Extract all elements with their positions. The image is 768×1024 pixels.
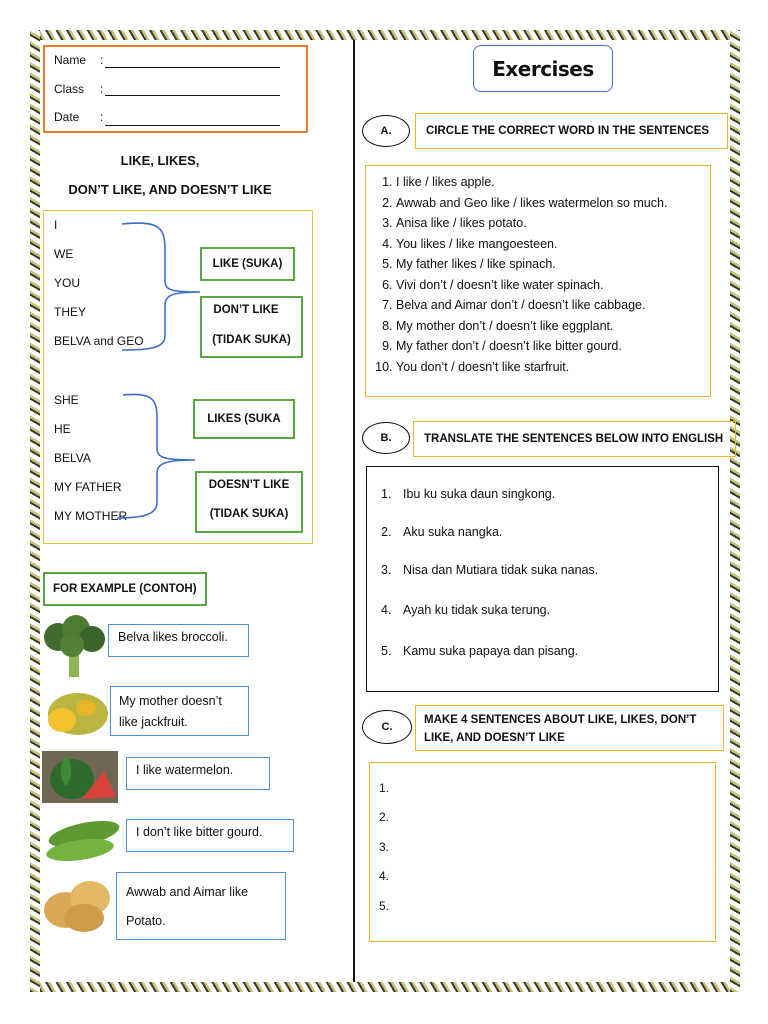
column-divider bbox=[353, 40, 355, 982]
section-b-item-2: 2. Aku suka nangka. bbox=[381, 525, 503, 539]
section-a-item-5: 5. My father likes / like spinach. bbox=[396, 254, 702, 275]
section-a-item-2: 2. Awwab and Geo like / likes watermelon so much. bbox=[396, 193, 702, 214]
example-title: FOR EXAMPLE (CONTOH) bbox=[43, 572, 207, 606]
pronoun-i: I bbox=[54, 218, 58, 232]
section-c-answer-box bbox=[369, 762, 716, 942]
exercises-title: Exercises bbox=[492, 56, 594, 81]
section-b-marker: B. bbox=[362, 422, 410, 454]
example-text-5b: Potato. bbox=[126, 914, 166, 928]
example-text-2b: like jackfruit. bbox=[119, 715, 188, 729]
decorative-border-right bbox=[730, 30, 740, 992]
potato-image bbox=[42, 872, 114, 934]
likes-suka-box: LIKES (SUKA bbox=[193, 399, 295, 439]
student-info-box: Name : Class : Date : bbox=[43, 45, 308, 133]
pronoun-they: THEY bbox=[54, 305, 87, 319]
bitter-gourd-image bbox=[42, 812, 122, 868]
example-box-1 bbox=[108, 624, 249, 657]
example-text-3: I like watermelon. bbox=[136, 763, 234, 777]
brace-group2 bbox=[115, 392, 200, 522]
section-c-instruction-line1: MAKE 4 SENTENCES ABOUT LIKE, LIKES, DON’T bbox=[424, 714, 697, 726]
decorative-border-left bbox=[30, 30, 40, 992]
name-field[interactable] bbox=[105, 67, 280, 68]
decorative-border-top bbox=[30, 30, 740, 40]
pronoun-you: YOU bbox=[54, 276, 81, 290]
section-b-item-4: 4. Ayah ku tidak suka terung. bbox=[381, 603, 551, 617]
pronoun-she: SHE bbox=[54, 393, 79, 407]
section-b-item-3: 3. Nisa dan Mutiara tidak suka nanas. bbox=[381, 563, 599, 577]
watermelon-image bbox=[42, 751, 118, 803]
section-c-line-3[interactable]: 3. bbox=[379, 840, 390, 854]
like-suka-box: LIKE (SUKA) bbox=[200, 247, 295, 281]
section-a-instruction: CIRCLE THE CORRECT WORD IN THE SENTENCES bbox=[415, 113, 728, 149]
example-text-5a: Awwab and Aimar like bbox=[126, 885, 249, 899]
section-a-item-3: 3. Anisa like / likes potato. bbox=[396, 213, 702, 234]
section-a-list-box bbox=[365, 165, 711, 397]
section-a-marker: A. bbox=[362, 115, 410, 147]
jackfruit-image bbox=[42, 688, 110, 740]
pronoun-my-father: MY FATHER bbox=[54, 480, 122, 494]
example-box-3 bbox=[126, 757, 270, 790]
section-c-line-4[interactable]: 4. bbox=[379, 869, 390, 883]
doesnt-like-label: DOESN’T LIKE bbox=[208, 479, 290, 491]
pronoun-my-mother: MY MOTHER bbox=[54, 509, 128, 523]
section-c-line-2[interactable]: 2. bbox=[379, 810, 390, 824]
pronoun-belva-and-geo: BELVA and GEO bbox=[54, 334, 144, 348]
dont-like-box bbox=[200, 296, 303, 358]
date-label: Date bbox=[54, 110, 80, 124]
example-text-1: Belva likes broccoli. bbox=[118, 630, 228, 644]
section-c-line-1[interactable]: 1. bbox=[379, 781, 390, 795]
section-a-item-8: 8. My mother don’t / doesn’t like eggplant. bbox=[396, 316, 702, 337]
tidak-suka-label: (TIDAK SUKA) bbox=[212, 334, 291, 346]
class-field[interactable] bbox=[105, 95, 280, 96]
pronoun-we: WE bbox=[54, 247, 74, 261]
section-c-marker: C. bbox=[362, 710, 412, 744]
example-box-5 bbox=[116, 872, 286, 940]
section-a-item-10: 10. You don’t / doesn’t like starfruit. bbox=[396, 357, 702, 378]
pronoun-belva: BELVA bbox=[54, 451, 91, 465]
section-a-item-1: 1. I like / likes apple. bbox=[396, 172, 702, 193]
brace-group1 bbox=[120, 220, 205, 355]
example-text-4: I don’t like bitter gourd. bbox=[136, 825, 263, 839]
section-c-instruction bbox=[415, 705, 724, 751]
section-c-line-5[interactable]: 5. bbox=[379, 899, 390, 913]
example-box-4 bbox=[126, 819, 294, 852]
section-b-item-1: 1. Ibu ku suka daun singkong. bbox=[381, 487, 556, 501]
name-label: Name bbox=[54, 53, 87, 67]
section-a-item-9: 9. My father don’t / doesn’t like bitter gourd. bbox=[396, 336, 702, 357]
doesnt-like-box bbox=[195, 471, 303, 533]
date-field[interactable] bbox=[105, 125, 280, 126]
section-c-instruction-line2: LIKE, AND DOESN’T LIKE bbox=[424, 732, 565, 744]
section-a-item-4: 4. You likes / like mangoesteen. bbox=[396, 234, 702, 255]
pronoun-he: HE bbox=[54, 422, 71, 436]
class-label: Class bbox=[54, 82, 85, 96]
section-a-item-6: 6. Vivi don’t / doesn’t like water spinach. bbox=[396, 275, 702, 296]
section-b-item-5: 5. Kamu suka papaya dan pisang. bbox=[381, 644, 579, 658]
broccoli-image bbox=[42, 615, 108, 679]
exercises-title-box bbox=[473, 45, 613, 92]
section-a-list bbox=[374, 172, 702, 377]
grammar-title-line1: LIKE, LIKES, bbox=[120, 153, 200, 168]
tidak-suka-label-2: (TIDAK SUKA) bbox=[209, 508, 289, 520]
section-b-list-box bbox=[366, 466, 719, 692]
decorative-border-bottom bbox=[30, 982, 740, 992]
example-text-2a: My mother doesn’t bbox=[119, 694, 222, 708]
dont-like-label: DON’T LIKE bbox=[213, 304, 279, 316]
example-box-2 bbox=[110, 686, 249, 736]
section-b-instruction: TRANSLATE THE SENTENCES BELOW INTO ENGLISH bbox=[413, 421, 736, 457]
section-a-item-7: 7. Belva and Aimar don’t / doesn’t like cabbage. bbox=[396, 295, 702, 316]
grammar-title-line2: DON’T LIKE, AND DOESN’T LIKE bbox=[68, 182, 272, 197]
